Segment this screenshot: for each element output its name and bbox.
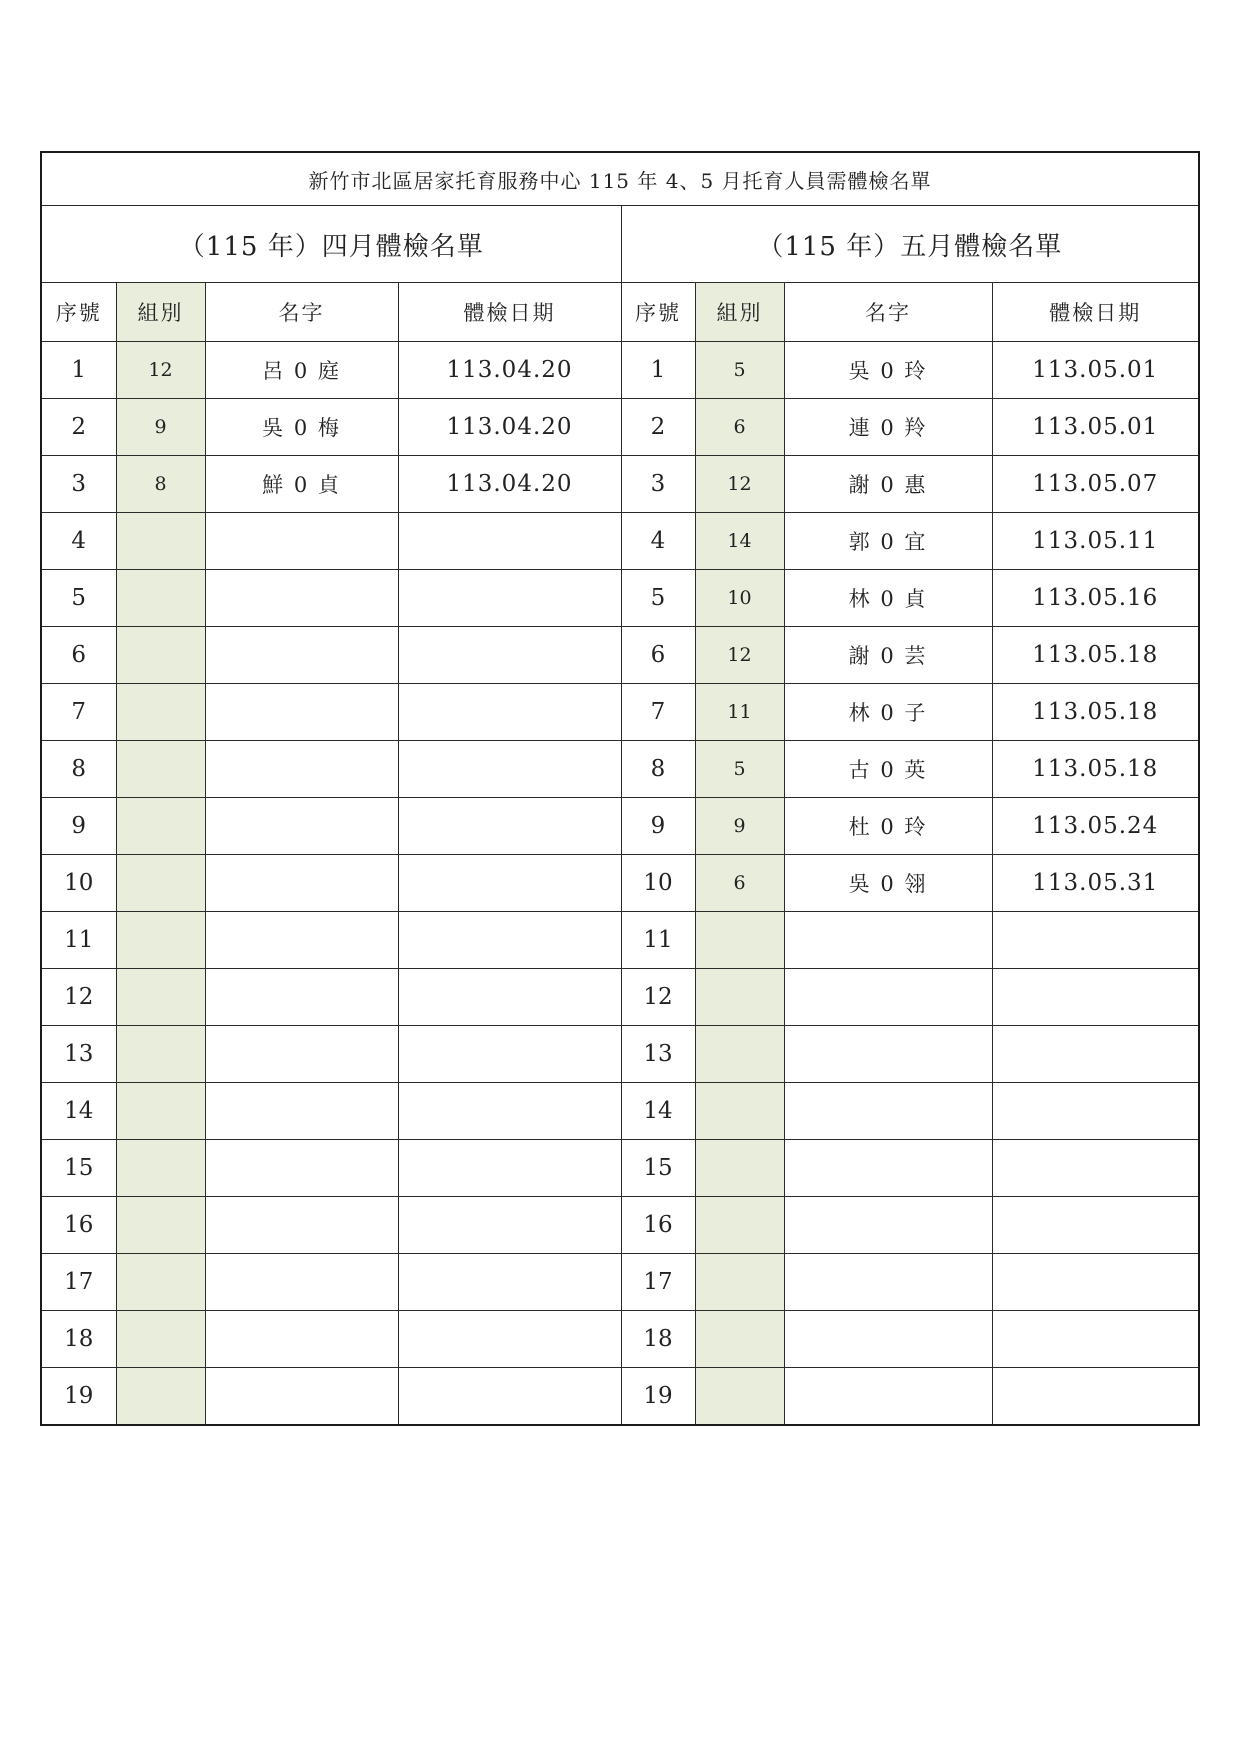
may-cell-name: [784, 912, 992, 969]
april-cell-name: [205, 1026, 398, 1083]
may-cell-date: 113.05.18: [992, 684, 1199, 741]
table-row: [41, 798, 1199, 855]
april-cell-group: [116, 684, 205, 741]
may-header-group: 組別: [695, 283, 784, 342]
april-cell-name: [205, 1140, 398, 1197]
april-cell-date: [398, 570, 621, 627]
table-row: [41, 456, 1199, 513]
table-row: [41, 741, 1199, 798]
april-cell-group: 9: [116, 399, 205, 456]
may-cell-name: [784, 1026, 992, 1083]
april-cell-no: 13: [41, 1026, 116, 1083]
may-cell-group: 6: [695, 855, 784, 912]
may-cell-date: [992, 1368, 1199, 1426]
may-cell-group: [695, 1254, 784, 1311]
may-cell-date: [992, 1140, 1199, 1197]
april-cell-no: 12: [41, 969, 116, 1026]
april-cell-date: [398, 627, 621, 684]
april-cell-group: [116, 1197, 205, 1254]
table-row: [41, 1368, 1199, 1426]
may-cell-name: 杜 0 玲: [784, 798, 992, 855]
may-cell-date: 113.05.24: [992, 798, 1199, 855]
april-cell-date: [398, 1197, 621, 1254]
may-cell-date: 113.05.16: [992, 570, 1199, 627]
may-cell-name: [784, 1140, 992, 1197]
table-row: [41, 684, 1199, 741]
april-cell-date: [398, 969, 621, 1026]
april-cell-no: 6: [41, 627, 116, 684]
may-cell-name: [784, 969, 992, 1026]
april-cell-group: [116, 741, 205, 798]
april-cell-name: 吳 0 梅: [205, 399, 398, 456]
april-cell-date: [398, 1254, 621, 1311]
may-cell-date: 113.05.01: [992, 399, 1199, 456]
may-cell-name: 郭 0 宜: [784, 513, 992, 570]
april-cell-name: [205, 1311, 398, 1368]
april-cell-group: [116, 1311, 205, 1368]
document-title: 新竹市北區居家托育服務中心 115 年 4、5 月托育人員需體檢名單: [41, 152, 1199, 206]
may-cell-no: 19: [621, 1368, 695, 1426]
april-cell-no: 15: [41, 1140, 116, 1197]
may-header-no: 序號: [621, 283, 695, 342]
may-cell-name: [784, 1254, 992, 1311]
may-cell-no: 3: [621, 456, 695, 513]
april-cell-date: [398, 1083, 621, 1140]
april-cell-name: [205, 741, 398, 798]
may-cell-name: 古 0 英: [784, 741, 992, 798]
april-cell-name: [205, 1254, 398, 1311]
may-cell-group: [695, 1197, 784, 1254]
may-cell-no: 7: [621, 684, 695, 741]
april-cell-no: 19: [41, 1368, 116, 1426]
april-cell-name: [205, 627, 398, 684]
table-row: [41, 912, 1199, 969]
april-cell-group: [116, 1368, 205, 1426]
april-cell-no: 1: [41, 342, 116, 399]
april-cell-group: [116, 1083, 205, 1140]
april-cell-no: 16: [41, 1197, 116, 1254]
april-cell-group: [116, 1140, 205, 1197]
may-cell-no: 12: [621, 969, 695, 1026]
may-cell-no: 15: [621, 1140, 695, 1197]
may-cell-group: 6: [695, 399, 784, 456]
may-cell-group: [695, 912, 784, 969]
april-cell-date: [398, 1140, 621, 1197]
may-cell-date: [992, 969, 1199, 1026]
may-list-heading: （115 年）五月體檢名單: [621, 206, 1199, 283]
may-cell-date: 113.05.31: [992, 855, 1199, 912]
april-cell-name: [205, 969, 398, 1026]
april-cell-no: 3: [41, 456, 116, 513]
april-cell-no: 9: [41, 798, 116, 855]
april-cell-date: [398, 684, 621, 741]
may-cell-no: 1: [621, 342, 695, 399]
may-cell-no: 16: [621, 1197, 695, 1254]
april-cell-no: 5: [41, 570, 116, 627]
april-cell-date: [398, 513, 621, 570]
may-cell-date: [992, 1254, 1199, 1311]
april-cell-group: [116, 798, 205, 855]
april-cell-group: [116, 513, 205, 570]
may-cell-name: 謝 0 芸: [784, 627, 992, 684]
may-cell-group: 5: [695, 342, 784, 399]
may-cell-name: 吳 0 翎: [784, 855, 992, 912]
april-cell-no: 17: [41, 1254, 116, 1311]
april-header-no: 序號: [41, 283, 116, 342]
may-cell-no: 14: [621, 1083, 695, 1140]
may-cell-group: 12: [695, 456, 784, 513]
april-cell-date: [398, 1026, 621, 1083]
april-cell-group: 8: [116, 456, 205, 513]
april-cell-no: 7: [41, 684, 116, 741]
may-cell-no: 9: [621, 798, 695, 855]
may-cell-name: [784, 1311, 992, 1368]
table-row: [41, 570, 1199, 627]
may-cell-date: 113.05.01: [992, 342, 1199, 399]
may-cell-group: [695, 969, 784, 1026]
may-cell-no: 6: [621, 627, 695, 684]
may-cell-date: [992, 1083, 1199, 1140]
april-list-heading: （115 年）四月體檢名單: [41, 206, 621, 283]
april-cell-date: [398, 1368, 621, 1426]
april-cell-date: 113.04.20: [398, 399, 621, 456]
may-cell-group: [695, 1368, 784, 1426]
april-cell-date: 113.04.20: [398, 456, 621, 513]
may-cell-name: 吳 0 玲: [784, 342, 992, 399]
may-cell-date: 113.05.11: [992, 513, 1199, 570]
april-cell-group: [116, 912, 205, 969]
may-cell-group: 5: [695, 741, 784, 798]
april-header-group: 組別: [116, 283, 205, 342]
april-cell-group: [116, 855, 205, 912]
table-row: [41, 1140, 1199, 1197]
table-row: [41, 1083, 1199, 1140]
april-cell-group: [116, 1254, 205, 1311]
may-cell-group: [695, 1083, 784, 1140]
may-cell-no: 17: [621, 1254, 695, 1311]
may-cell-date: 113.05.18: [992, 627, 1199, 684]
april-cell-date: [398, 741, 621, 798]
april-cell-no: 4: [41, 513, 116, 570]
april-cell-group: [116, 627, 205, 684]
april-cell-no: 10: [41, 855, 116, 912]
april-cell-date: [398, 1311, 621, 1368]
may-cell-name: [784, 1083, 992, 1140]
april-cell-no: 11: [41, 912, 116, 969]
april-cell-group: [116, 1026, 205, 1083]
april-cell-no: 2: [41, 399, 116, 456]
table-row: [41, 1254, 1199, 1311]
may-cell-name: 謝 0 惠: [784, 456, 992, 513]
may-cell-date: [992, 1311, 1199, 1368]
may-cell-no: 10: [621, 855, 695, 912]
april-cell-date: 113.04.20: [398, 342, 621, 399]
may-cell-group: 11: [695, 684, 784, 741]
may-cell-group: [695, 1311, 784, 1368]
table-row: [41, 513, 1199, 570]
april-cell-group: [116, 969, 205, 1026]
may-cell-date: [992, 1197, 1199, 1254]
may-cell-no: 11: [621, 912, 695, 969]
may-cell-name: 林 0 子: [784, 684, 992, 741]
april-cell-no: 14: [41, 1083, 116, 1140]
april-cell-name: [205, 1083, 398, 1140]
april-cell-no: 18: [41, 1311, 116, 1368]
may-cell-no: 2: [621, 399, 695, 456]
april-cell-name: [205, 1368, 398, 1426]
may-cell-date: [992, 912, 1199, 969]
april-cell-name: [205, 798, 398, 855]
may-cell-name: 連 0 羚: [784, 399, 992, 456]
april-cell-name: 呂 0 庭: [205, 342, 398, 399]
table-row: [41, 1311, 1199, 1368]
table-row: [41, 399, 1199, 456]
april-cell-name: [205, 513, 398, 570]
table-row: [41, 1197, 1199, 1254]
april-header-date: 體檢日期: [398, 283, 621, 342]
april-cell-date: [398, 798, 621, 855]
may-cell-no: 4: [621, 513, 695, 570]
april-cell-group: 12: [116, 342, 205, 399]
table-row: [41, 627, 1199, 684]
april-cell-name: [205, 570, 398, 627]
table-row: [41, 342, 1199, 399]
may-cell-name: [784, 1197, 992, 1254]
april-cell-date: [398, 855, 621, 912]
may-cell-group: [695, 1140, 784, 1197]
may-cell-group: 10: [695, 570, 784, 627]
april-cell-name: [205, 855, 398, 912]
may-cell-no: 5: [621, 570, 695, 627]
april-cell-name: [205, 912, 398, 969]
health-check-list-table: [40, 151, 1200, 1426]
table-row: [41, 969, 1199, 1026]
april-cell-name: [205, 684, 398, 741]
may-header-name: 名字: [784, 283, 992, 342]
may-cell-no: 13: [621, 1026, 695, 1083]
may-cell-group: 12: [695, 627, 784, 684]
may-cell-name: [784, 1368, 992, 1426]
may-cell-date: [992, 1026, 1199, 1083]
may-cell-group: [695, 1026, 784, 1083]
april-cell-name: [205, 1197, 398, 1254]
april-header-name: 名字: [205, 283, 398, 342]
april-cell-no: 8: [41, 741, 116, 798]
table-row: [41, 855, 1199, 912]
april-cell-date: [398, 912, 621, 969]
may-cell-name: 林 0 貞: [784, 570, 992, 627]
may-cell-group: 14: [695, 513, 784, 570]
may-header-date: 體檢日期: [992, 283, 1199, 342]
table-row: [41, 1026, 1199, 1083]
april-cell-name: 鮮 0 貞: [205, 456, 398, 513]
may-cell-no: 8: [621, 741, 695, 798]
may-cell-group: 9: [695, 798, 784, 855]
april-cell-group: [116, 570, 205, 627]
may-cell-date: 113.05.07: [992, 456, 1199, 513]
may-cell-date: 113.05.18: [992, 741, 1199, 798]
may-cell-no: 18: [621, 1311, 695, 1368]
